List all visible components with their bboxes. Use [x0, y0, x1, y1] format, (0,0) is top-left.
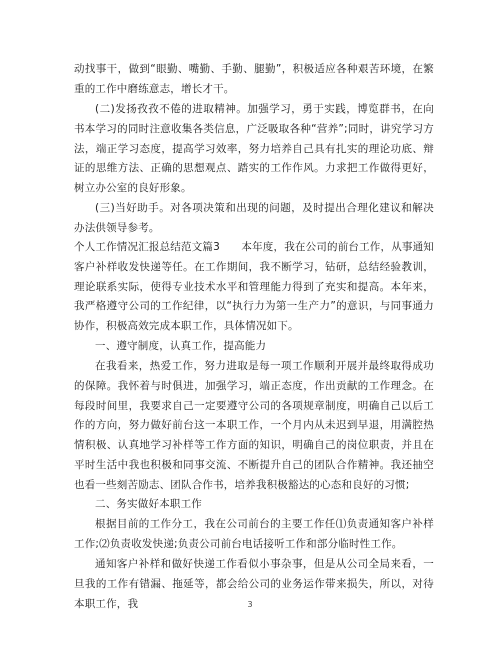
para-section-2 [74, 100, 434, 199]
section-heading-1: 一、遵守制度，认真工作，提高能力 [95, 340, 267, 352]
para-section-one-body [74, 357, 434, 496]
heading-two [74, 495, 434, 515]
paragraph-6: 在我看来，热爱工作，努力进取是每一项工作顺利开展并最终取得成功的保障。我怀着与时俱进，加强学习，端正态度，作出贡献的工作理念。在每段时间里，我要求自己一定要遵守公司的各项规章制度，明确自己以后工作的方向，努力做好前台这一本职工作，一个月内从未迟到早退，用满腔热情积极、认真地学习补样等工作方面的知识，明确自己的岗位职责，并且在平时生活中我也积极和同事交流、不断提升自己的团队合作精神。我还抽空也看一些刻苦励志、团队合作书，培养我积极豁达的心态和良好的习惯; [74, 360, 434, 491]
paragraph-8: 根据目前的工作分工，我在公司前台的主要工作任⑴负责通知客户补样工作;⑵负责收发快递;负责公司前台电话接听工作和部分临时性工作。 [74, 518, 434, 550]
paragraph-1: 动找事干，做到“眼勤、嘴勤、手勤、腿勤”，积极适应各种艰苦环境，在繁重的工作中磨练意志，增长才干。 [74, 63, 434, 95]
section-heading-2: 二、务实做好本职工作 [95, 498, 202, 510]
paragraph-9: 通知客户补样和做好快递工作看似小事杂事，但是从公司全局来看，一旦我的工作有错漏、拖延等，都会给公司的业务运作带来损失，所以，对待本职工作，我 [74, 558, 434, 610]
page-number: 3 [247, 600, 253, 609]
para-article-3 [74, 238, 434, 337]
para-section-two-body [74, 515, 434, 555]
paragraph-4: 个人工作情况汇报总结范文篇3 本年度，我在公司的前台工作，从事通知客户补样收发快递等任。在工作期间，我不断学习，钻研，总结经验教训，理论联系实际，使得专业技术水平和管理能力得到了充实和提高。本年来，我严格遵守公司的工作纪律，以“执行力为第一生产力”的意识，与同事通力协作，积极高效完成本职工作，具体情况如下。 [74, 241, 434, 333]
para-continuation [74, 60, 434, 100]
paragraph-2: (二)发扬孜孜不倦的进取精神。加强学习，勇于实践，博览群书，在向书本学习的同时注意收集各类信息，广泛吸取各种“营养”;同时，讲究学习方法，端正学习态度，提高学习效率，努力培养自己具有扎实的理论功底、辩证的思维方法、正确的思想观点、踏实的工作作风。力求把工作做得更好，树立办公室的良好形象。 [74, 103, 434, 195]
paragraph-3: (三)当好助手。对各项决策和出现的问题，及时提出合理化建议和解决办法供领导参考。 [74, 202, 434, 234]
heading-one [74, 337, 434, 357]
para-section-3 [74, 199, 434, 239]
